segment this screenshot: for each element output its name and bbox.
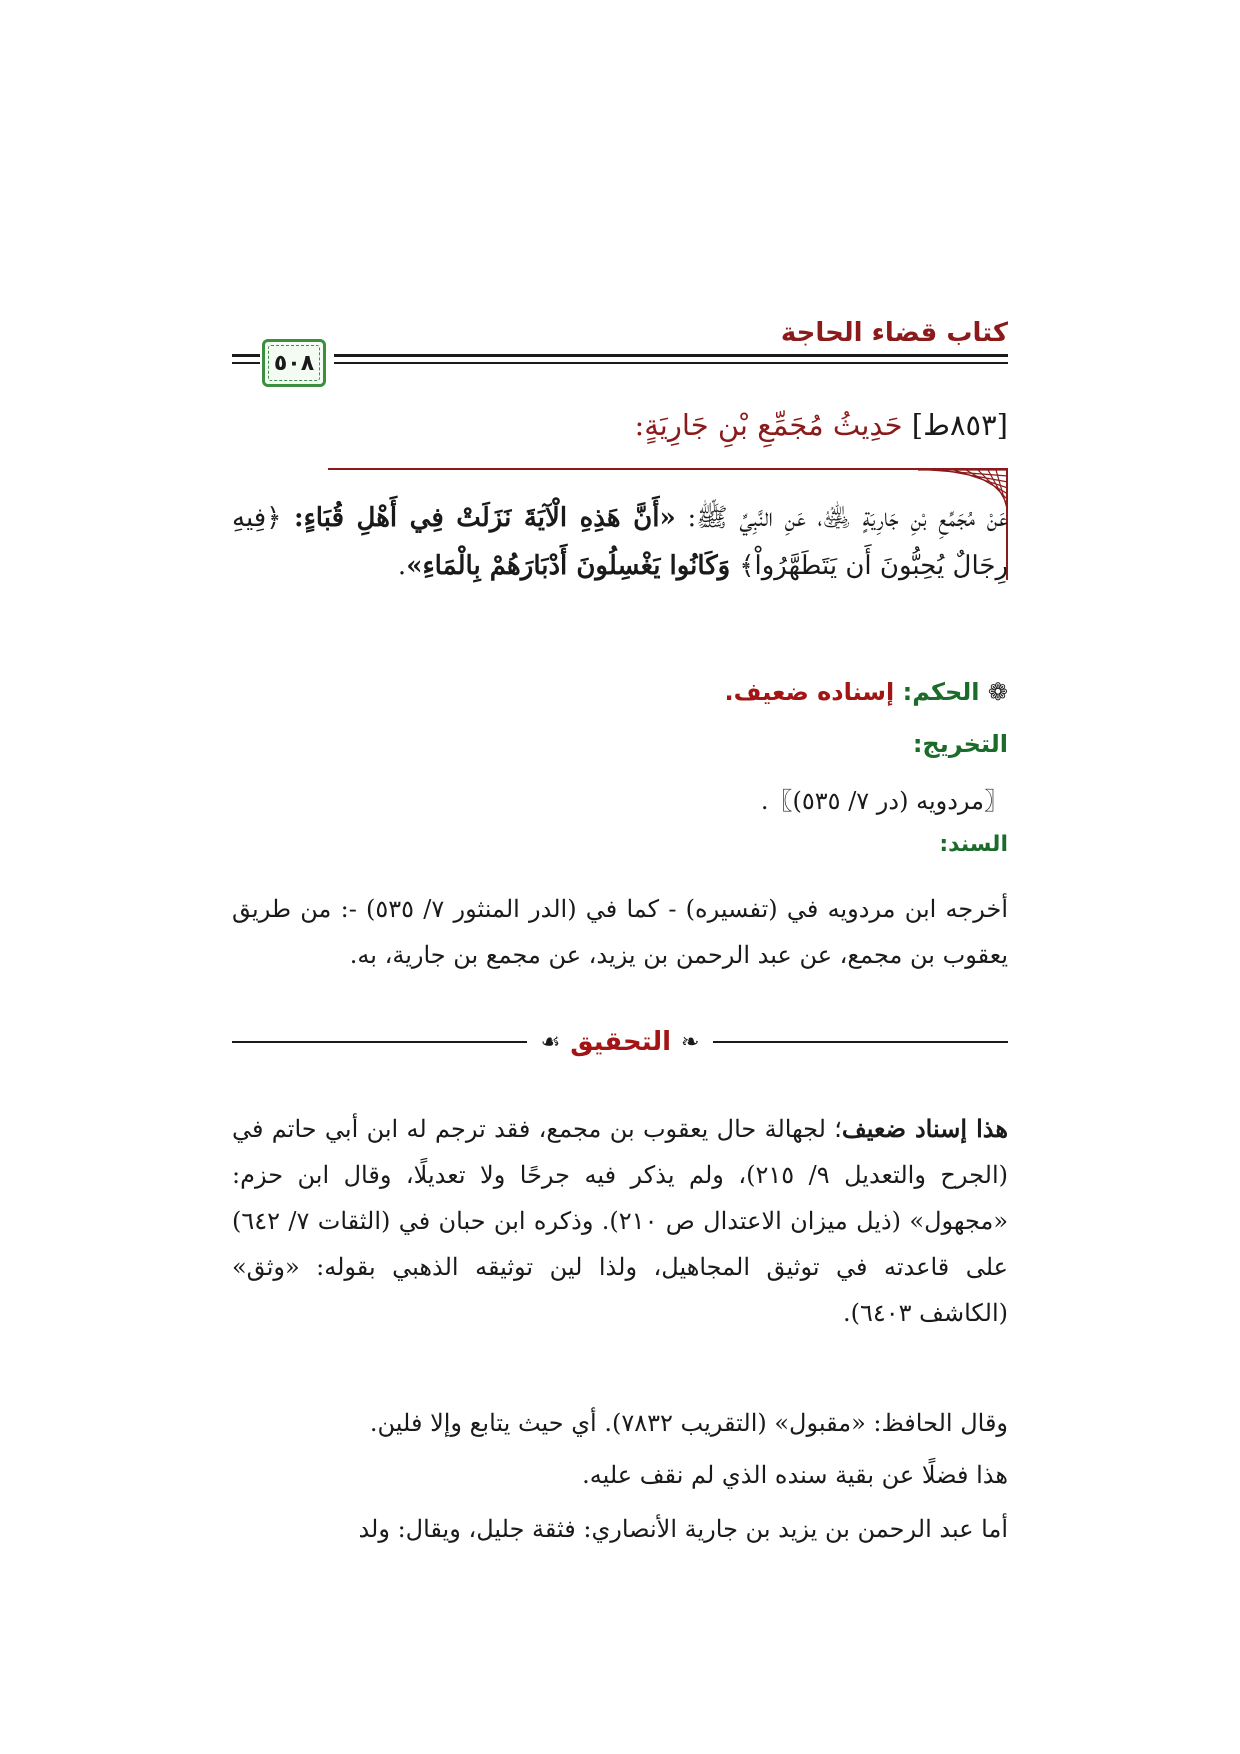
takhrij-label: التخريج: xyxy=(912,730,1008,758)
sanad-label: السند: xyxy=(939,832,1008,857)
page-number-badge xyxy=(262,339,326,387)
swirl-ornament-icon: ☙ xyxy=(540,1029,561,1055)
tahqiq-heading-wrap xyxy=(527,1027,714,1057)
sanad-text: أخرجه ابن مردويه في (تفسيره) - كما في (الدر المنثور ٧/ ٥٣٥) -: من طريق يعقوب بن مجمع، عن عبد الرحمن بن يزيد، عن مجمع بن جارية، به. xyxy=(232,895,1009,969)
tahqiq-paragraph-4: أما عبد الرحمن بن يزيد بن جارية الأنصاري: فثقة جليل، ويقال: ولد xyxy=(358,1515,1008,1543)
ruling-label: الحكم: xyxy=(902,678,980,706)
tahqiq-heading: التحقيق xyxy=(570,1027,672,1057)
hadith-text-bold1: «أَنَّ هَذِهِ الْآيَةَ نَزَلَتْ فِي أَهْلِ قُبَاءٍ: xyxy=(281,503,676,533)
divider-line-right xyxy=(232,1041,527,1043)
tahqiq-paragraph-3: هذا فضلًا عن بقية سنده الذي لم نقف عليه. xyxy=(582,1461,1008,1489)
ruling-line xyxy=(725,678,1008,706)
page-number: ٥٠٨ xyxy=(273,350,315,376)
tahqiq-paragraph-2: وقال الحافظ: «مقبول» (التقريب ٧٨٣٢). أي حيث يتابع وإلا فلين. xyxy=(369,1409,1008,1437)
divider-line-left xyxy=(713,1041,1008,1043)
hadith-number: [٨٥٣ط] xyxy=(911,408,1008,442)
hadith-title-text: حَدِيثُ مُجَمِّعِ بْنِ جَارِيَةٍ: xyxy=(634,408,903,442)
hadith-text-part1: عَنْ مُجَمِّعِ بْنِ جَارِيَةٍ ﵁، عَنِ النَّبِيِّ ﷺ: xyxy=(675,503,1008,533)
tahqiq-bold: هذا إسناد ضعيف xyxy=(841,1114,1008,1143)
header-rule-left-top xyxy=(232,354,260,357)
header-rule-left-bottom xyxy=(232,362,260,364)
takhrij-value: 〖مردويه (در ٧/ ٥٣٥)〗. xyxy=(760,787,1008,815)
quran-verse: ﴿فِيهِ رِجَالٌ يُحِبُّونَ أَن يَتَطَهَّرُواْ﴾ xyxy=(232,503,1008,581)
hadith-text-bold2: وَكَانُوا يَغْسِلُونَ أَدْبَارَهُمْ بِالْمَاءِ» xyxy=(406,551,740,581)
hadith-text-end: . xyxy=(397,551,407,581)
flower-ornament-icon: ❁ xyxy=(987,678,1008,706)
swirl-ornament-icon: ❧ xyxy=(681,1029,700,1055)
header-rule-bottom xyxy=(334,362,1008,364)
tahqiq-p1-text: ؛ لجهالة حال يعقوب بن مجمع، فقد ترجم له ابن أبي حاتم في (الجرح والتعديل ٩/ ٢١٥)، ولم يذكر فيه جرحًا ولا تعديلًا، وقال ابن حزم: «مجهول» (ذيل ميزان الاعتدال ص ٢١٠). وذكره ابن حبان في (الثقات ٧/ ٦٤٢) على قاعدته في توثيق المجاهيل، ولذا لين توثيقه الذهبي بقوله: «وثق» (الكاشف ٦٤٠٣). xyxy=(232,1115,1009,1327)
tahqiq-divider xyxy=(232,1022,1008,1062)
hadith-title xyxy=(634,408,1008,442)
hadith-text xyxy=(232,494,1008,590)
ruling-value: إسناده ضعيف. xyxy=(724,678,895,706)
tahqiq-paragraph-1 xyxy=(232,1106,1008,1336)
title-underline xyxy=(328,468,1008,470)
header-rule-top xyxy=(334,354,1008,357)
book-title: كتاب قضاء الحاجة xyxy=(780,318,1008,348)
